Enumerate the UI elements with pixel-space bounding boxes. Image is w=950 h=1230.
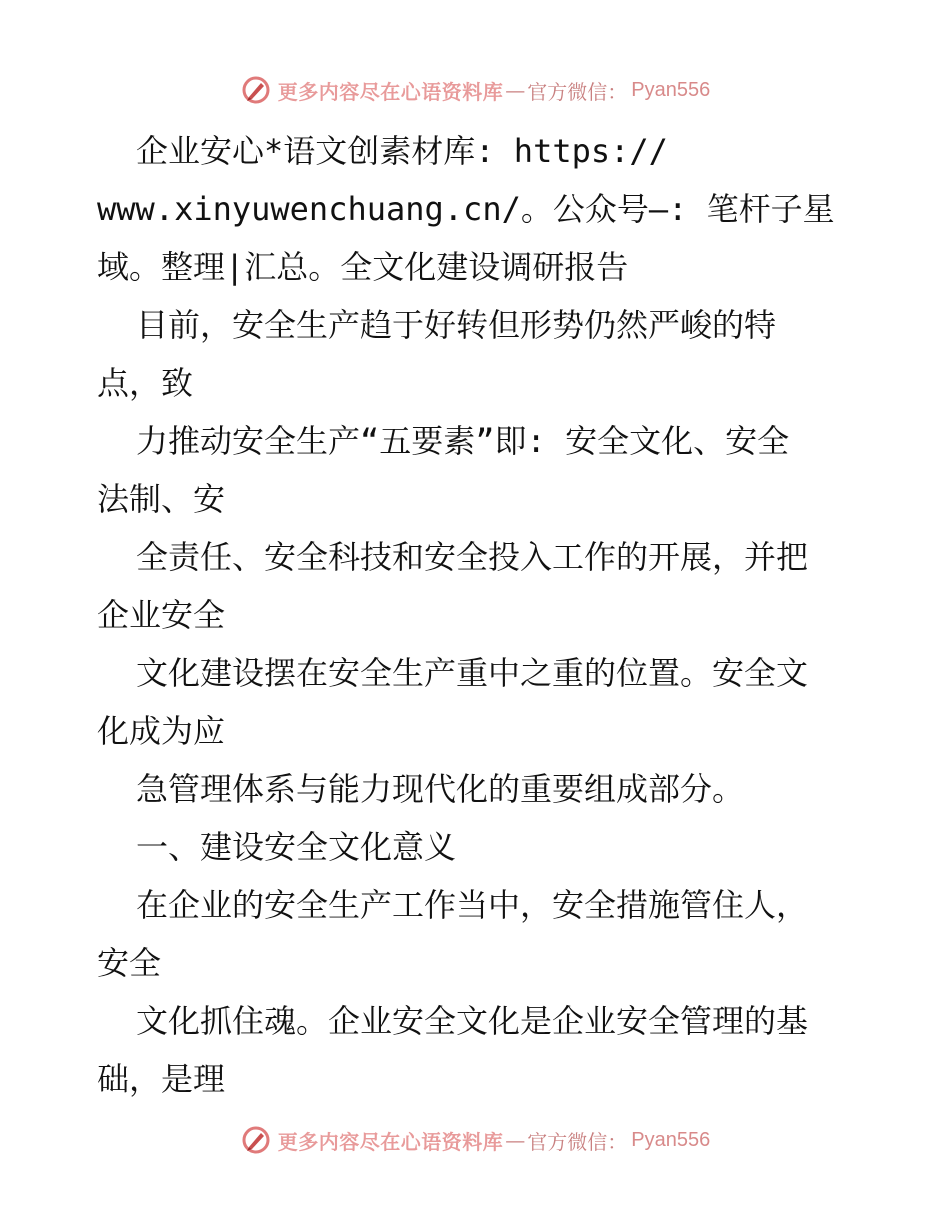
text-line: 化成为应 bbox=[97, 712, 226, 750]
banner-wechat-label: 官方微信： bbox=[527, 79, 628, 104]
document-body bbox=[97, 122, 867, 1108]
banner-dash: — bbox=[505, 78, 526, 102]
banner-wechat-id: Pyan556 bbox=[631, 1128, 711, 1151]
text-line: 文化建设摆在安全生产重中之重的位置。安全文 bbox=[136, 654, 809, 692]
pen-logo-icon bbox=[240, 74, 272, 106]
text-line: 企业安全 bbox=[97, 596, 226, 634]
pen-logo-icon bbox=[240, 1124, 272, 1156]
text-line: 在企业的安全生产工作当中，安全措施管住人， bbox=[136, 886, 809, 924]
text-line: 础，是理 bbox=[97, 1060, 226, 1098]
section-heading: 一、建设安全文化意义 bbox=[136, 828, 457, 866]
header-watermark-banner bbox=[0, 70, 950, 110]
text-line: 域。整理|汇总。全文化建设调研报告 bbox=[97, 248, 629, 286]
text-line: 文化抓住魂。企业安全文化是企业安全管理的基 bbox=[136, 1002, 809, 1040]
banner-dash: — bbox=[505, 1128, 526, 1152]
text-line: 安全 bbox=[97, 944, 162, 982]
text-line: 企业安心*语文创素材库: https:// bbox=[136, 132, 668, 170]
banner-wechat-label: 官方微信： bbox=[527, 1129, 628, 1154]
banner-wechat-id: Pyan556 bbox=[631, 78, 711, 101]
text-line: 目前，安全生产趋于好转但形势仍然严峻的特 bbox=[136, 306, 777, 344]
text-line: 急管理体系与能力现代化的重要组成部分。 bbox=[136, 770, 745, 808]
text-line: 点，致 bbox=[97, 364, 194, 402]
text-line: 力推动安全生产“五要素”即: 安全文化、安全 bbox=[136, 422, 790, 460]
banner-main-text: 更多内容尽在心语资料库 bbox=[277, 1129, 504, 1154]
banner-main-text: 更多内容尽在心语资料库 bbox=[277, 79, 504, 104]
text-line: 法制、安 bbox=[97, 480, 226, 518]
footer-watermark-banner bbox=[0, 1120, 950, 1160]
text-line: www.xinyuwenchuang.cn/。公众号—: 笔杆子星 bbox=[97, 190, 835, 228]
text-line: 全责任、安全科技和安全投入工作的开展，并把 bbox=[136, 538, 809, 576]
